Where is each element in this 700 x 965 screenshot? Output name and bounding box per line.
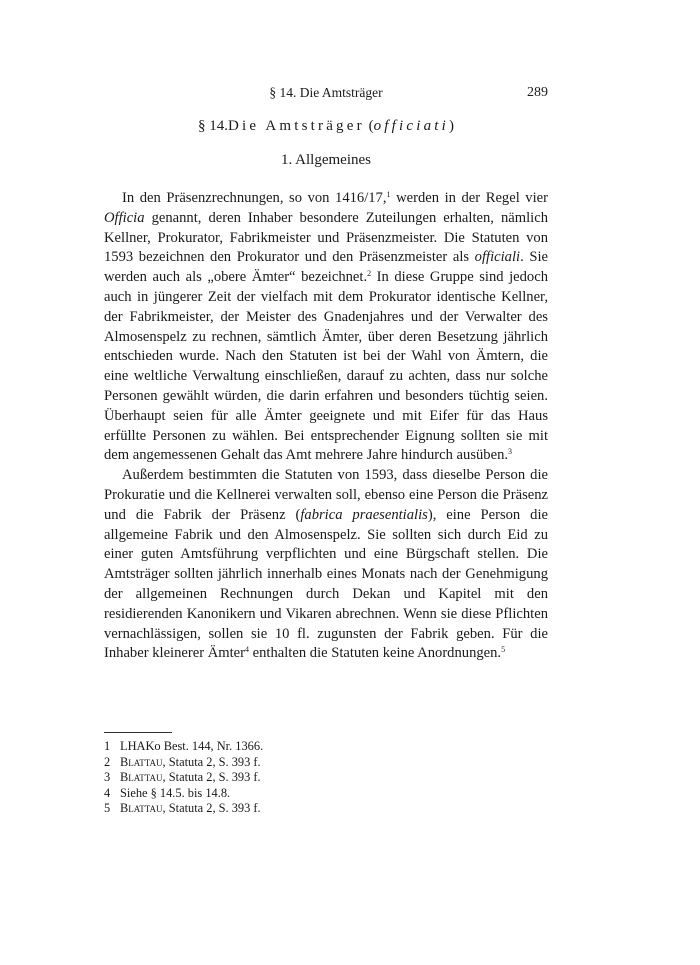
text-run: enthalten die Statuten keine Anordnungen. (249, 645, 502, 662)
footnote (104, 801, 548, 817)
running-head-title: § 14. Die Amtsträger (269, 85, 383, 100)
text-run: In diese Gruppe sind jedoch auch in jüngerer Zeit der vielfach mit dem Prokurator identische Kellner, der Fabrikmeister, der Meister des Gnadenjahres und der Verwalter des Almosenspelz zu rechnen, sämtlich Ämter, über deren Besetzung jährlich entschieden wurde. Nach den Statuten ist bei der Wahl von Ämtern, die eine weltliche Verwaltung einschließen, darauf zu achten, dass nur solche Personen gewählt würden, die darin erfahren und besonders tüchtig seien. Überhaupt seien für alle Ämter geeignete und mit Eifer für das Haus erfüllte Personen zu wählen. Bei entsprechender Eignung sollten sie mit dem angemessenen Gehalt das Amt mehrere Jahre hindurch ausüben. (104, 269, 548, 464)
footnote-number: 5 (104, 801, 111, 816)
text-run: In den Präsenzrechnungen, so von 1416/17, (122, 190, 387, 206)
footnote-text: Siehe § 14.5. bis 14.8. (120, 785, 231, 800)
footnote-author: Blattau (120, 770, 163, 785)
section-title-text: Die Amtsträger (227, 118, 365, 134)
footnote-number: 1 (104, 739, 111, 753)
text-run: Außerdem bestimmten die Statuten von 1593, dass dieselbe Person die Prokuratie und die Kellnerei verwalten soll, ebenso eine Person die Präsenz und die Fabrik der Präsenz ( (104, 467, 548, 523)
section-title-paren-close: ) (449, 118, 455, 134)
footnote (104, 770, 548, 786)
footnote-divider (104, 732, 172, 733)
text-run: . Sie werden auch als „obere Ämter“ bezeichnet. (104, 249, 548, 286)
footnote-ref-2: 2 (367, 269, 372, 279)
italic-term: Officia (104, 209, 145, 226)
footnote (104, 786, 548, 802)
footnote-author: Blattau (120, 801, 163, 816)
footnote-text: LHAKo Best. 144, Nr. 1366. (120, 739, 264, 753)
footnote-number: 3 (104, 770, 111, 785)
section-title (104, 118, 548, 135)
body-text (104, 189, 548, 664)
section-title-italic: officiati (373, 118, 450, 134)
italic-term: fabrica praesentialis (300, 506, 428, 523)
paragraph-1 (104, 189, 548, 466)
section-symbol: § 14. (197, 118, 228, 134)
footnote-number: 2 (104, 754, 111, 769)
text-run: genannt, deren Inhaber besondere Zuteilungen erhalten, nämlich Kellner, Prokurator, Fabrikmeister und Präsenzmeister. Die Statuten von 1593 bezeichnen den Prokurator und den Präsenzmeister als (104, 209, 548, 266)
running-head (104, 85, 548, 105)
footnote-text: , Statuta 2, S. 393 f. (162, 801, 261, 816)
footnote-text: , Statuta 2, S. 393 f. (162, 754, 261, 769)
text-run: werden in der Regel vier (390, 190, 548, 206)
text-run: ), eine Person die allgemeine Fabrik und den Almosenspelz. Sie sollten sich durch Eid zu einer guten Amtsführung verpflichten und eine Bürgschaft stellen. Die Amtsträger sollten jährlich innerhalb eines Monats nach der Genehmigung der allgemeinen Rechnungen durch Dekan und Kapitel mit den residierenden Kanonikern und Vikaren abrechnen. Wenn sie diese Pflichten vernachlässigen, sollen sie 10 fl. zugunsten der Fabrik geben. Für die Inhaber kleinerer Ämter (104, 506, 548, 662)
footnote-author: Blattau (120, 754, 163, 769)
footnotes (104, 739, 548, 817)
footnote-ref-5: 5 (501, 645, 506, 655)
paragraph-2 (104, 466, 548, 664)
section-title-paren-open: ( (364, 118, 374, 134)
footnote-number: 4 (104, 785, 111, 800)
footnote-ref-4: 4 (245, 645, 249, 655)
footnote-ref-1: 1 (386, 190, 391, 199)
italic-term: officiali (474, 249, 521, 266)
footnote (104, 739, 548, 755)
page-number: 289 (527, 85, 548, 100)
footnote-ref-3: 3 (508, 447, 513, 457)
subsection-title: 1. Allgemeines (281, 152, 371, 168)
footnote (104, 755, 548, 771)
footnote-text: , Statuta 2, S. 393 f. (162, 770, 261, 785)
